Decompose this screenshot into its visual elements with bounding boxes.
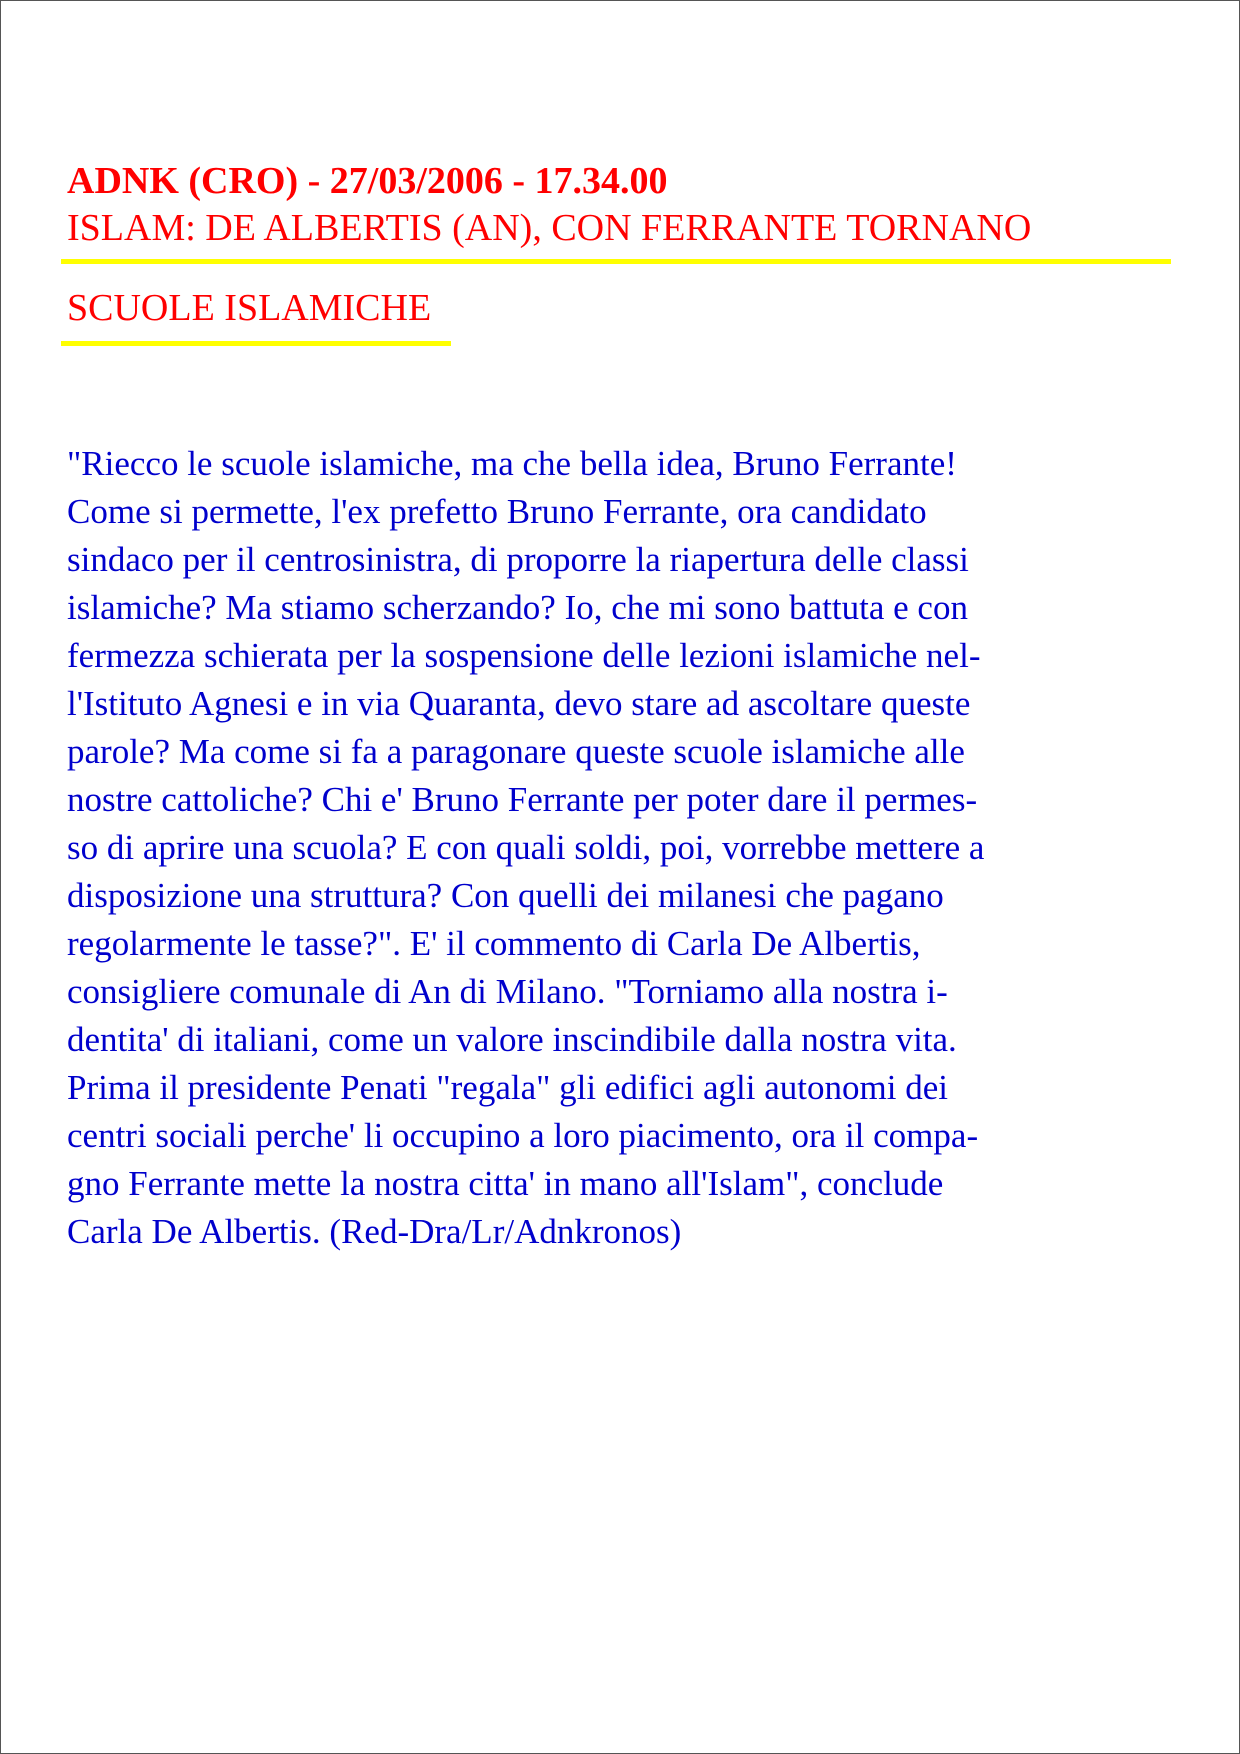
body-line: Prima il presidente Penati "regala" gli edifici agli autonomi dei [67, 1068, 948, 1107]
body-line: consigliere comunale di An di Milano. "Torniamo alla nostra i- [67, 972, 948, 1011]
body-line: fermezza schierata per la sospensione delle lezioni islamiche nel- [67, 636, 981, 675]
headline-underline-1 [61, 259, 1171, 264]
article-body [67, 440, 1187, 1256]
body-line: l'Istituto Agnesi e in via Quaranta, devo stare ad ascoltare queste [67, 684, 971, 723]
body-line: Carla De Albertis. (Red-Dra/Lr/Adnkronos) [67, 1212, 682, 1251]
body-line: disposizione una struttura? Con quelli dei milanesi che pagano [67, 876, 944, 915]
body-line: parole? Ma come si fa a paragonare queste scuole islamiche alle [67, 732, 965, 771]
headline-line-2: SCUOLE ISLAMICHE [67, 287, 432, 329]
body-line: sindaco per il centrosinistra, di proporre la riapertura delle classi [67, 540, 969, 579]
body-line: nostre cattoliche? Chi e' Bruno Ferrante per poter dare il permes- [67, 780, 978, 819]
body-line: islamiche? Ma stiamo scherzando? Io, che mi sono battuta e con [67, 588, 968, 627]
body-line: "Riecco le scuole islamiche, ma che bella idea, Bruno Ferrante! [67, 444, 957, 483]
headline-line-1: ISLAM: DE ALBERTIS (AN), CON FERRANTE TORNANO [67, 207, 1032, 249]
body-line: regolarmente le tasse?". E' il commento di Carla De Albertis, [67, 924, 921, 963]
body-line: centri sociali perche' li occupino a loro piacimento, ora il compa- [67, 1116, 979, 1155]
body-line: Come si permette, l'ex prefetto Bruno Ferrante, ora candidato [67, 492, 927, 531]
body-line: so di aprire una scuola? E con quali soldi, poi, vorrebbe mettere a [67, 828, 985, 867]
headline-underline-2 [61, 341, 451, 346]
body-line: gno Ferrante mette la nostra citta' in mano all'Islam", conclude [67, 1164, 944, 1203]
body-line: dentita' di italiani, come un valore inscindibile dalla nostra vita. [67, 1020, 957, 1059]
dateline: ADNK (CRO) - 27/03/2006 - 17.34.00 [67, 160, 668, 202]
